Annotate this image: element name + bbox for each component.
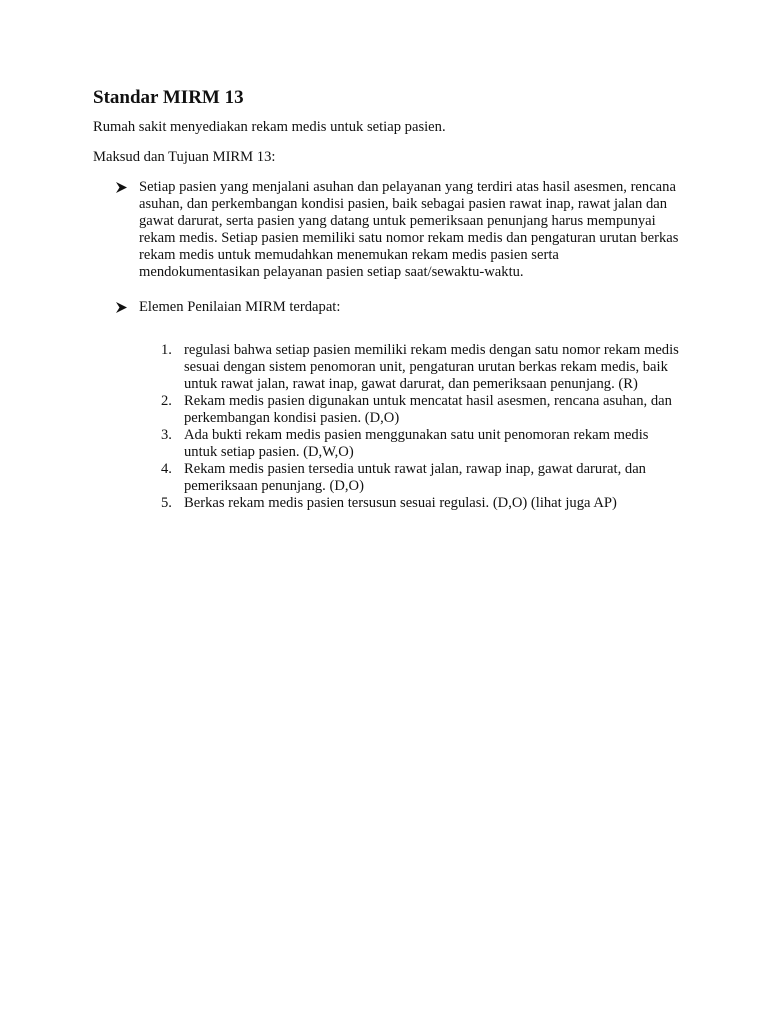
list-item-text: regulasi bahwa setiap pasien memiliki rekam medis dengan satu nomor rekam medis sesuai dengan sistem penomoran unit, pengaturan urutan berkas rekam medis, baik untuk rawat jalan, rawat inap, gawat darurat, dan pemeriksaan penunjang. (R) <box>184 342 679 392</box>
list-item <box>93 342 683 393</box>
purpose-heading: Maksud dan Tujuan MIRM 13: <box>93 149 276 165</box>
arrowhead-bullet-icon <box>115 299 129 316</box>
list-number: 1. <box>161 342 172 358</box>
list-item-text: Berkas rekam medis pasien tersusun sesuai regulasi. (D,O) (lihat juga AP) <box>184 495 617 511</box>
document-title: Standar MIRM 13 <box>93 87 244 108</box>
list-item <box>93 461 683 495</box>
assessment-elements-list <box>93 342 683 512</box>
list-number: 4. <box>161 461 172 477</box>
list-item-text: Rekam medis pasien digunakan untuk mencatat hasil asesmen, rencana asuhan, dan perkembangan kondisi pasien. (D,O) <box>184 393 672 426</box>
bullet-text: Setiap pasien yang menjalani asuhan dan pelayanan yang terdiri atas hasil asesmen, rencana asuhan, dan perkembangan kondisi pasien, baik sebagai pasien rawat inap, rawat jalan dan gawat darurat, serta pasien yang datang untuk pemeriksaan penunjang harus mempunyai rekam medis. Setiap pasien memiliki satu nomor rekam medis dan pengaturan urutan berkas rekam medis untuk memudahkan menemukan rekam medis pasien serta mendokumentasikan pelayanan pasien setiap saat/sewaktu-waktu. <box>139 179 679 280</box>
list-item <box>93 495 683 512</box>
document-page <box>93 86 683 512</box>
intro-paragraph: Rumah sakit menyediakan rekam medis untuk setiap pasien. <box>93 119 446 135</box>
list-item-text: Rekam medis pasien tersedia untuk rawat jalan, rawap inap, gawat darurat, dan pemeriksaan penunjang. (D,O) <box>184 461 646 494</box>
list-item <box>93 393 683 427</box>
bullet-item <box>93 299 683 316</box>
list-item <box>93 427 683 461</box>
arrowhead-bullet-icon <box>115 179 129 196</box>
list-number: 3. <box>161 427 172 443</box>
list-item-text: Ada bukti rekam medis pasien menggunakan satu unit penomoran rekam medis untuk setiap pasien. (D,W,O) <box>184 427 649 460</box>
list-number: 5. <box>161 495 172 511</box>
list-number: 2. <box>161 393 172 409</box>
bullet-text: Elemen Penilaian MIRM terdapat: <box>139 299 341 315</box>
bullet-item <box>93 179 683 281</box>
